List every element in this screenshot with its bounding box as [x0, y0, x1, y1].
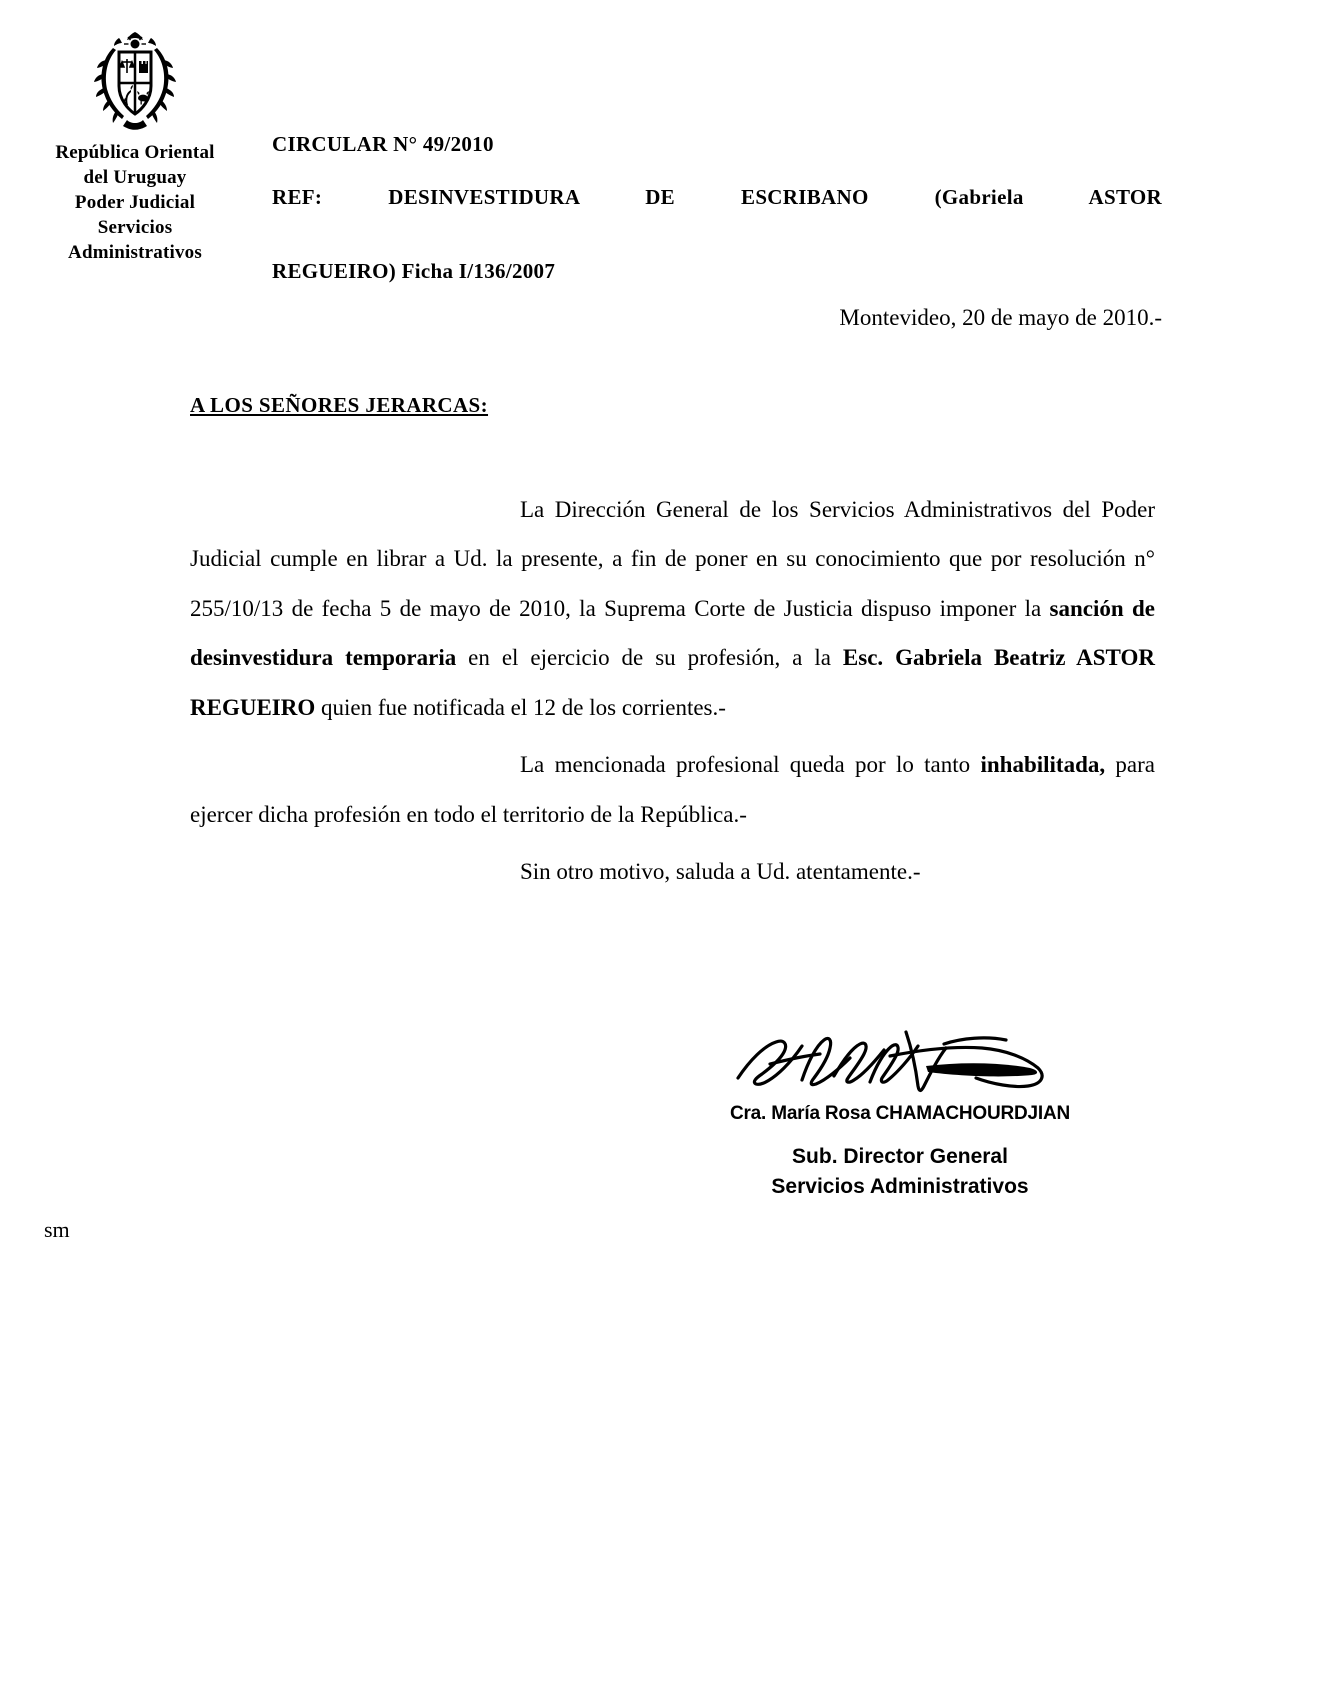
signer-name: Cra. María Rosa CHAMACHOURDJIAN: [729, 1103, 1071, 1124]
uruguay-coat-of-arms-icon: [89, 28, 181, 132]
typist-initials: sm: [44, 1217, 70, 1242]
ref-word-2: DE: [645, 185, 675, 209]
reference-line: [272, 179, 1162, 289]
paragraph-3: Sin otro motivo, saluda a Ud. atentamente.-: [520, 859, 921, 885]
ref-label: REF:: [272, 185, 323, 209]
ref-word-3: ESCRIBANO: [741, 185, 869, 209]
p2-bold-inhabilitada: inhabilitada,: [980, 752, 1106, 778]
p1-bold-sancion: sanción de desinvestidura temporaria: [190, 595, 1155, 671]
handwritten-signature-icon: [730, 1020, 1070, 1110]
p2-part-a: La mencionada profesional queda por lo tanto: [520, 752, 981, 778]
ref-word-6: REGUEIRO) Ficha I/136/2007: [272, 258, 556, 283]
letterhead-line-5: Administrativos: [68, 242, 202, 264]
p1-part-a: La Dirección General de los Servicios Administrativos del Poder Judicial cumple en librar a Ud. la presente, a fin de poner en su conocimiento que por resolución n° 255/10/13 de fecha 5 de mayo de 2010, la Suprema Corte de Justicia dispuso imponer la: [190, 497, 1155, 621]
ref-word-4: (Gabriela: [934, 185, 1024, 209]
letterhead-line-1: República Oriental: [55, 142, 215, 163]
p1-bold-nombre: Esc. Gabriela Beatriz ASTOR REGUEIRO: [190, 645, 1155, 720]
signer-title-line-1: Sub. Director General: [792, 1145, 1008, 1168]
letterhead-line-3: Poder Judicial: [74, 192, 196, 214]
letterhead-line-2: del Uruguay: [83, 167, 187, 189]
letterhead: [30, 28, 240, 265]
p2-part-b: para ejercer dicha profesión en todo el territorio de la República.-: [190, 752, 1155, 827]
paragraph-2: [190, 740, 1155, 839]
signer-title-line-2: Servicios Administrativos: [771, 1175, 1029, 1199]
body-text: [190, 485, 1155, 905]
ref-word-1: DESINVESTIDURA: [388, 185, 580, 209]
ref-word-5: ASTOR: [1088, 185, 1162, 209]
paragraph-1: [190, 485, 1155, 732]
letterhead-text: [30, 140, 240, 265]
p1-part-b: en el ejercicio de su profesión, a la: [456, 645, 843, 671]
signature-area: [690, 1020, 1110, 1110]
circular-number: CIRCULAR N° 49/2010: [272, 132, 494, 156]
letterhead-line-4: Servicios: [97, 217, 173, 239]
p1-part-c: quien fue notificada el 12 de los corrientes.-: [315, 694, 726, 720]
signer-title: [690, 1142, 1110, 1203]
heading-block: [272, 132, 1162, 289]
date-line: Montevideo, 20 de mayo de 2010.-: [839, 305, 1162, 330]
salutation: A LOS SEÑORES JERARCAS:: [190, 393, 489, 417]
